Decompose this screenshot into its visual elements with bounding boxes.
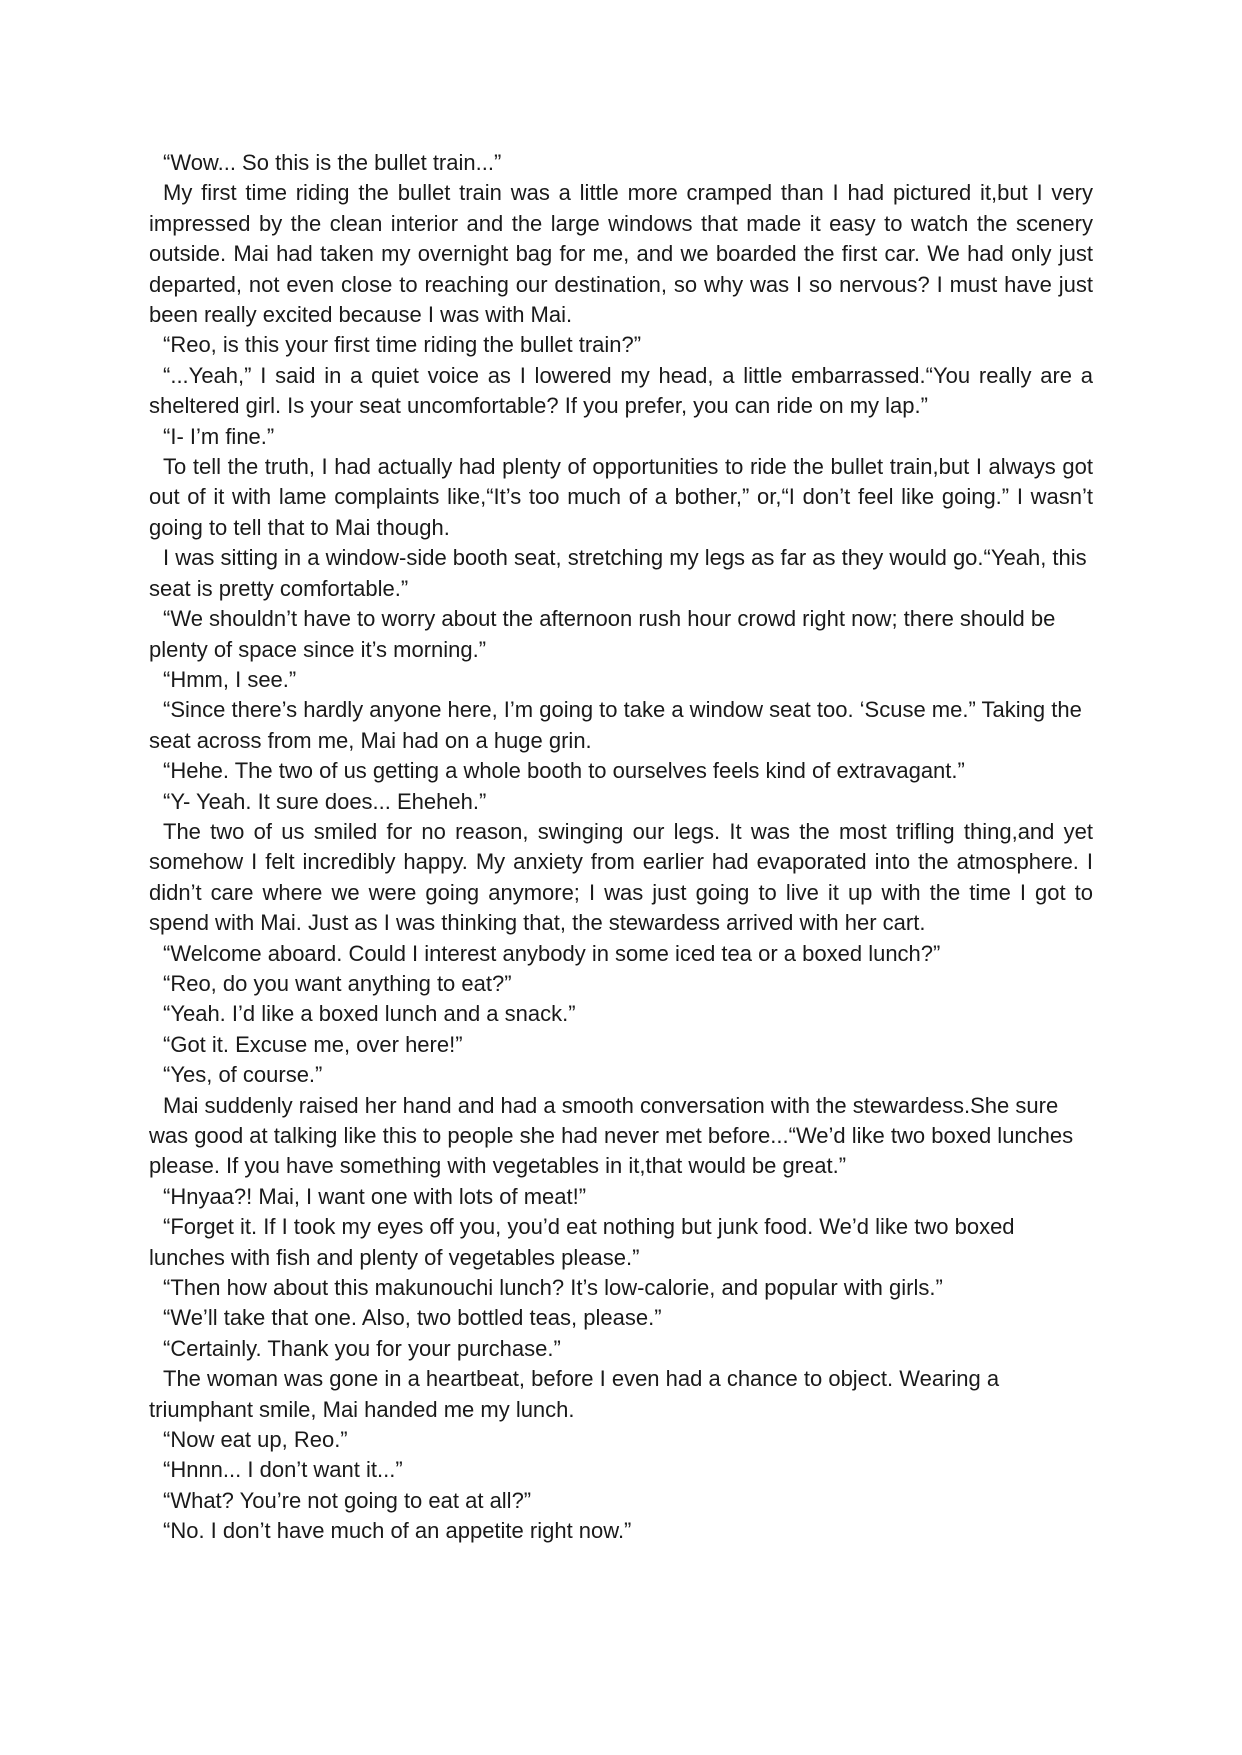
- paragraph: The woman was gone in a heartbeat, before I even had a chance to object. Wearing a triumphant smile, Mai handed me my lunch.: [149, 1366, 1000, 1422]
- paragraph: The two of us smiled for no reason, swinging our legs. It was the most trifling thing,and yet somehow I felt incredibly happy. My anxiety from earlier had evaporated into the atmosphere. I didn’t care where we were going anymore; I was just going to live it up with the time I got to spend with Mai. Just as I was thinking that, the stewardess arrived with her cart.: [149, 818, 1093, 936]
- paragraph: “Since there’s hardly anyone here, I’m going to take a window seat too. ‘Scuse me.” Taking the seat across from me, Mai had on a huge grin.: [149, 697, 1082, 753]
- paragraph: “Now eat up, Reo.”: [163, 1427, 348, 1453]
- paragraph: “Yes, of course.”: [163, 1062, 323, 1088]
- paragraph: “Hehe. The two of us getting a whole booth to ourselves feels kind of extravagant.”: [163, 758, 965, 784]
- document-page: [149, 148, 1093, 1547]
- paragraph: “Hnyaa?! Mai, I want one with lots of meat!”: [163, 1183, 587, 1209]
- paragraph: To tell the truth, I had actually had plenty of opportunities to ride the bullet train,but I always got out of it with lame complaints like,“It’s too much of a bother,” or,“I don’t feel like going.” I wasn’t going to tell that to Mai though.: [149, 454, 1093, 540]
- paragraph: “Got it. Excuse me, over here!”: [163, 1031, 463, 1057]
- paragraph: I was sitting in a window-side booth seat, stretching my legs as far as they would go.“Yeah, this seat is pretty comfortable.”: [149, 545, 1087, 601]
- paragraph: Mai suddenly raised her hand and had a smooth conversation with the stewardess.She sure was good at talking like this to people she had never met before...“We’d like two boxed lunches please. If you have something with vegetables in it,that would be great.”: [149, 1092, 1074, 1179]
- paragraph: “...Yeah,” I said in a quiet voice as I lowered my head, a little embarrassed.“You really are a sheltered girl. Is your seat uncomfortable? If you prefer, you can ride on my lap.”: [149, 362, 1093, 419]
- paragraph: “We’ll take that one. Also, two bottled teas, please.”: [163, 1305, 662, 1331]
- paragraph: “Hnnn... I don’t want it...”: [163, 1457, 403, 1483]
- paragraph: “I- I’m fine.”: [163, 423, 275, 449]
- paragraph: “Yeah. I’d like a boxed lunch and a snack.”: [163, 1001, 576, 1027]
- paragraph: “No. I don’t have much of an appetite right now.”: [163, 1518, 632, 1544]
- paragraph: “Certainly. Thank you for your purchase.”: [163, 1335, 561, 1361]
- paragraph: My first time riding the bullet train was a little more cramped than I had pictured it,but I very impressed by the clean interior and the large windows that made it easy to watch the scenery outside. Mai had taken my overnight bag for me, and we boarded the first car. We had only just departed, not even close to reaching our destination, so why was I so nervous? I must have just been really excited because I was with Mai.: [149, 180, 1093, 328]
- paragraph: “Welcome aboard. Could I interest anybody in some iced tea or a boxed lunch?”: [163, 940, 941, 966]
- paragraph: “Hmm, I see.”: [163, 666, 297, 692]
- paragraph: “Reo, do you want anything to eat?”: [163, 970, 512, 996]
- paragraph: “What? You’re not going to eat at all?”: [163, 1487, 532, 1513]
- paragraph: “We shouldn’t have to worry about the afternoon rush hour crowd right now; there should be plenty of space since it’s morning.”: [149, 606, 1056, 662]
- paragraph: “Then how about this makunouchi lunch? It’s low-calorie, and popular with girls.”: [163, 1275, 943, 1301]
- paragraph: “Y- Yeah. It sure does... Eheheh.”: [163, 788, 487, 814]
- paragraph: “Wow... So this is the bullet train...”: [163, 150, 502, 175]
- paragraph: “Forget it. If I took my eyes off you, you’d eat nothing but junk food. We’d like two boxed lunches with fish and plenty of vegetables please.”: [149, 1214, 1015, 1270]
- paragraph: “Reo, is this your first time riding the bullet train?”: [163, 332, 642, 358]
